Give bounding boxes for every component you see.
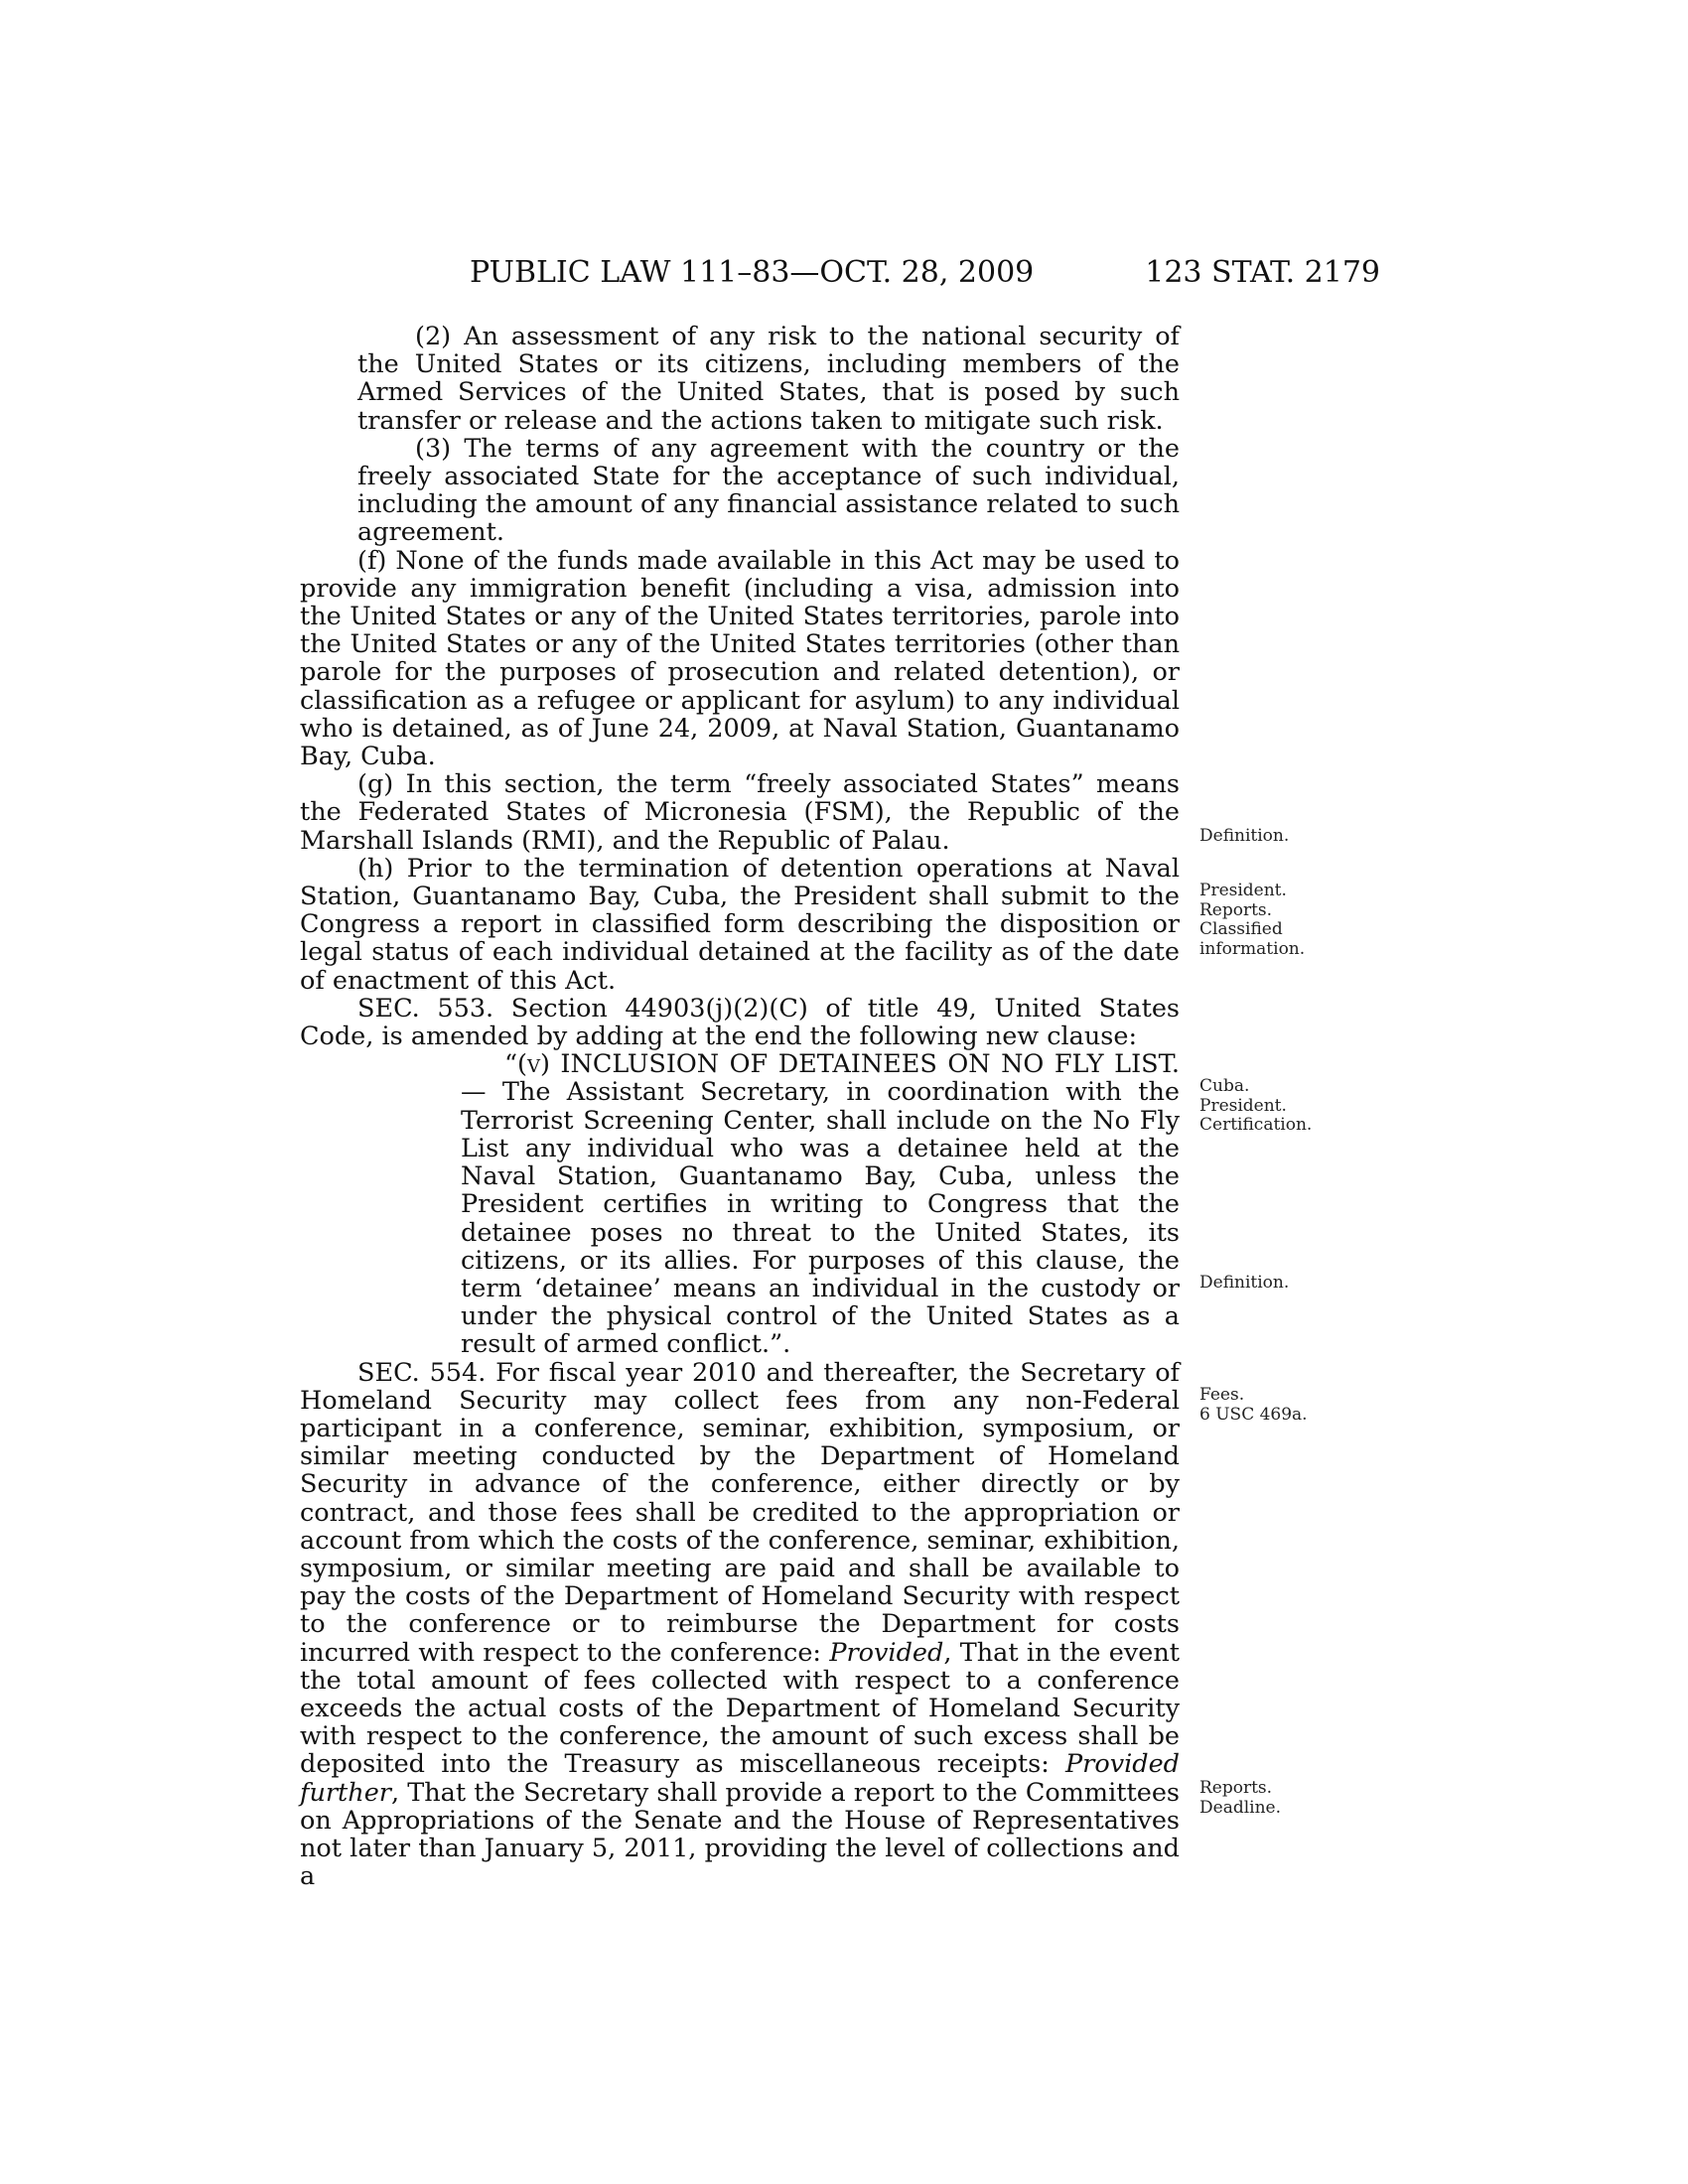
- document-body: [300, 323, 1180, 1890]
- section-554-text-b: , That in the event the total amount of fees collected with respect to a conference exceeds the actual costs of the Department of Homeland Security with respect to the conference, the amount of such excess shall be deposited into the Treasury as miscellaneous receipts:: [300, 1637, 1180, 1780]
- provided-term: Provided: [829, 1637, 944, 1668]
- section-554-text-a: For fiscal year 2010 and thereafter, the Secretary of Homeland Security may collect fees from any non-Federal participant in a conference, seminar, exhibition, symposium, or similar meeting conducted by the Department of Homeland Security in advance of the conference, either directly or by contract, and those fees shall be credited to the appropriation or account from which the costs of the conference, seminar, exhibition, symposium, or similar meeting are paid and shall be available to pay the costs of the Department of Homeland Security with respect to the conference or to reimburse the Department for costs incurred with respect to the conference:: [300, 1357, 1181, 1668]
- margin-note-line: Classified: [1199, 919, 1283, 939]
- section-553: [300, 995, 1180, 1050]
- clause-v: [300, 1050, 1180, 1358]
- section-554: [300, 1359, 1180, 1891]
- margin-note-line: Fees.: [1199, 1385, 1245, 1405]
- margin-note-line: Certification.: [1199, 1115, 1313, 1135]
- section-554-text-c: , That the Secretary shall provide a report to the Committees on Appropriations of the Senate and the House of Representatives not later than January 5, 2011, providing the level of collections and a: [300, 1777, 1180, 1892]
- section-554-label: SEC. 554.: [357, 1357, 487, 1388]
- margin-note-line: Definition.: [1199, 826, 1290, 846]
- paragraph-2: (2) An assessment of any risk to the national security of the United States or its citizens, including members of the Armed Services of the United States, that is posed by such transfer or release and the actions taken to mitigate such risk.: [357, 322, 1180, 436]
- provided-further-term: Provided further: [300, 1749, 1180, 1808]
- paragraph-h: (h) Prior to the termination of detention operations at Naval Station, Guantanamo Bay, Cuba, the President shall submit to the Congress a report in classified form describing the disposition or legal status of each individual detained at the facility as of the date of enactment of this Act.: [300, 853, 1180, 996]
- margin-note-cuba-president: [1199, 1077, 1312, 1136]
- paragraph-g: (g) In this section, the term “freely associated States” means the Federated States of Micronesia (FSM), the Republic of the Marshall Islands (RMI), and the Republic of Palau.: [300, 769, 1180, 856]
- section-553-label: SEC. 553.: [357, 993, 494, 1024]
- page-header: [298, 253, 1380, 293]
- margin-note-definition-2: [1199, 1274, 1289, 1294]
- law-citation: PUBLIC LAW 111–83—OCT. 28, 2009: [470, 255, 1035, 290]
- margin-note-president-reports: [1199, 882, 1305, 959]
- margin-note-line: President.: [1199, 1095, 1287, 1116]
- paragraph-f: (f) None of the funds made available in this Act may be used to provide any immigration benefit (including a visa, admission into the United States or any of the United States territories, parole into the United States or any of the United States territories (other than parole for the purposes of prosecution and related detention), or classification as a refugee or applicant for asylum) to any individual who is detained, as of June 24, 2009, at Naval Station, Guantanamo Bay, Cuba.: [300, 545, 1180, 772]
- section-553-text: Section 44903(j)(2)(C) of title 49, United States Code, is amended by adding at the end the following new clause:: [300, 993, 1180, 1052]
- clause-v-text: The Assistant Secretary, in coordination with the Terrorist Screening Center, shall include on the No Fly List any individual who was a detainee held at the Naval Station, Guantanamo Bay, Cuba, unless the President certifies in writing to Congress that the detainee poses no threat to the United States, its citizens, or its allies. For purposes of this clause, the term ‘detainee’ means an individual in the custody or under the physical control of the United States as a result of armed conflict.”.: [461, 1077, 1180, 1360]
- margin-note-line: Definition.: [1199, 1273, 1290, 1293]
- margin-note-line: Reports.: [1199, 899, 1273, 920]
- margin-note-line: Deadline.: [1199, 1797, 1281, 1818]
- stat-citation: 123 STAT. 2179: [1145, 255, 1380, 290]
- margin-note-line: President.: [1199, 881, 1287, 900]
- margin-note-line: Reports.: [1199, 1778, 1273, 1798]
- margin-note-definition-1: [1199, 827, 1289, 847]
- margin-note-line: 6 USC 469a.: [1199, 1404, 1308, 1425]
- margin-note-line: information.: [1199, 938, 1306, 959]
- paragraph-3: (3) The terms of any agreement with the country or the freely associated State for the acceptance of such individual, including the amount of any financial assistance related to such agreement.: [357, 433, 1180, 548]
- margin-note-reports-deadline: [1199, 1779, 1281, 1818]
- margin-note-fees: [1199, 1386, 1308, 1425]
- clause-v-label: “(v) INCLUSION OF DETAINEES ON NO FLY LIST.—: [461, 1049, 1180, 1108]
- margin-note-line: Cuba.: [1199, 1076, 1250, 1096]
